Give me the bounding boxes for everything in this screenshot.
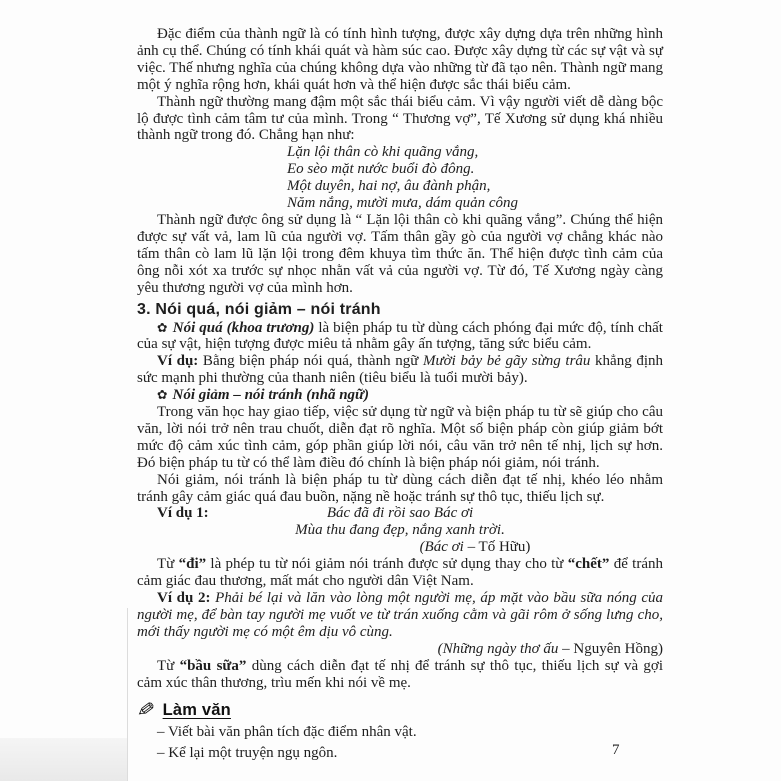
page-number: 7 — [612, 742, 620, 758]
analysis-text: là phép tu từ nói giảm nói tránh được sử dụng thay cho từ — [206, 556, 568, 573]
quote-text: Phải bé lại và lăn vào lòng một người mẹ, áp mặt vào bầu sữa nóng của người mẹ, để bàn tay người mẹ vuốt ve từ trán xuống cằm và gãi rôm ở sống lưng cho, mới thấy người mẹ có một êm dịu vô cùng. — [137, 590, 663, 640]
source-author: – Tố Hữu) — [463, 539, 531, 556]
florette-icon: ✿ — [157, 319, 168, 335]
source-attribution-bac-oi — [137, 539, 663, 556]
example1-label: Ví dụ 1: — [157, 505, 209, 522]
analysis-text: dùng cách diễn đạt tế nhị để tránh sự thô tục, thiếu lịch sự và gợi cảm xúc thân thương, trìu mến khi nói về mẹ. — [137, 657, 664, 691]
highlighted-word: “đi” — [178, 556, 207, 573]
term-noi-giam: Nói giảm – nói tránh (nhã ngữ) — [172, 387, 370, 404]
example-text: Bằng biện pháp nói quá, thành ngữ — [198, 353, 423, 370]
lam-van-task: – Viết bài văn phân tích đặc điểm nhân vật. — [157, 724, 417, 741]
example-label: Ví dụ: — [157, 353, 199, 370]
poem-line: Một duyên, hai nợ, âu đành phận, — [287, 178, 491, 195]
example2-quote — [137, 590, 663, 641]
poem-line: Năm nắng, mười mưa, dám quản công — [287, 195, 519, 212]
example-text: khẳng định sức mạnh phi thường của thanh niên (tiêu biểu là tuổi mười bảy). — [137, 353, 663, 387]
paragraph-noi-giam-gioi-thieu: Trong văn học hay giao tiếp, việc sử dụng từ ngữ và biện pháp tu từ sẽ giúp cho câu văn, lời nói trở nên trau chuốt, diễn đạt rõ nghĩa. Một số biện pháp còn giúp giảm bớt mức độ cảm xúc tình cảm, góp phần giúp lời nói, câu văn trở nên tế nhị, lịch sự hơn. Đó biện pháp tu từ có thể làm điều đó chính là biện pháp nói giảm, nói tránh. — [137, 404, 663, 471]
subheading-noi-giam — [137, 387, 663, 404]
pencil-icon: ✎ — [135, 697, 157, 724]
page-content — [137, 26, 663, 764]
lam-van-heading: Làm văn — [162, 701, 231, 720]
poem-thuong-vo — [287, 144, 663, 212]
analysis-tu-di — [137, 556, 663, 590]
highlighted-word: “chết” — [567, 556, 610, 573]
analysis-text: để tránh cảm giác đau thương, mất mát cho người dân Việt Nam. — [137, 556, 663, 590]
highlighted-word: “bầu sữa” — [179, 657, 247, 674]
verse-line: Mùa thu đang đẹp, nắng xanh trời. — [295, 522, 505, 539]
example2-label: Ví dụ 2: — [157, 590, 211, 606]
example1-row — [137, 505, 663, 522]
page-binding-edge — [127, 608, 128, 781]
source-attribution-nguyen-hong — [137, 641, 663, 658]
idiom-text: Mười bảy bẻ gãy sừng trâu — [422, 353, 591, 370]
florette-icon: ✿ — [157, 387, 168, 403]
paragraph-thanh-ngu-dac-diem: Đặc điểm của thành ngữ là có tính hình tượng, được xây dựng dựa trên những hình ảnh cụ thể. Chúng có tính khái quát và hàm súc cao. Được xây dựng từ các sự vật và sự việc. Thế nhưng nghĩa của chúng không dựa vào những từ đã tạo nên. Thành ngữ mang một ý nghĩa rộng hơn, khái quát hơn và thể hiện được sắc thái biểu cảm. — [137, 26, 663, 93]
source-title: (Bác ơi — [419, 539, 464, 556]
scan-corner-shadow — [0, 738, 127, 781]
analysis-text: Từ — [157, 556, 179, 573]
source-author: – Nguyên Hồng) — [558, 640, 663, 657]
section-heading-noi-qua-noi-giam: 3. Nói quá, nói giảm – nói tránh — [137, 300, 381, 318]
definition-text: là biện pháp tu từ dùng cách phóng đại mức độ, tính chất của sự vật, hiện tượng được miêu tả nhằm gây ấn tượng, tăng sức biểu cảm. — [137, 319, 663, 353]
definition-noi-qua — [137, 320, 663, 354]
poem-line: Eo sèo mặt nước buổi đò đông. — [287, 161, 475, 178]
poem-line: Lặn lội thân cò khi quãng vắng, — [287, 144, 479, 161]
verse-line: Bác đã đi rồi sao Bác ơi — [326, 505, 474, 522]
paragraph-phan-tich-thanh-ngu: Thành ngữ được ông sử dụng là “ Lặn lội thân cò khi quãng vắng”. Chúng thể hiện được sự vất vả, lam lũ của người vợ. Tấm thân gầy gò của người vợ chẳng khác nào tấm thân cò lam lũ lặn lội trong đêm khuya tìm thức ăn. Thể hiện được tình cảm của ông nỗi xót xa trước sự nhọc nhằn vất vả của người vợ. Từ đó, Tế Xương ngày càng yêu thương người vợ của mình hơn. — [137, 211, 663, 296]
lam-van-header — [137, 699, 663, 722]
paragraph-thanh-ngu-bieu-cam: Thành ngữ thường mang đậm một sắc thái biểu cảm. Vì vậy người viết dễ dàng bộc lộ được tình cảm tâm tư của mình. Trong “ Thương vợ”, Tế Xương sử dụng khá nhiều thành ngữ trong đó. Chẳng hạn như: — [137, 93, 663, 144]
paragraph-noi-giam-dinh-nghia: Nói giảm, nói tránh là biện pháp tu từ dùng cách diễn đạt tế nhị, khéo léo nhằm tránh gây cảm giác quá đau buồn, nặng nề hoặc tránh sự thô tục, thiếu lịch sự. — [137, 471, 663, 505]
analysis-text: Từ — [157, 657, 180, 674]
term-noi-qua: Nói quá (khoa trương) — [172, 319, 315, 336]
example-noi-qua — [137, 353, 663, 387]
analysis-bau-sua — [137, 658, 663, 692]
lam-van-task: – Kể lại một truyện ngụ ngôn. — [157, 745, 338, 762]
lam-van-section — [137, 699, 663, 764]
source-title: (Những ngày thơ ấu — [437, 640, 559, 657]
